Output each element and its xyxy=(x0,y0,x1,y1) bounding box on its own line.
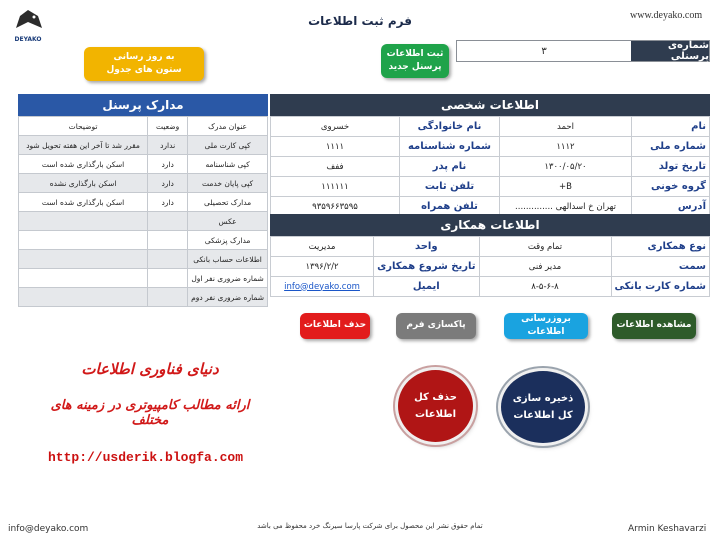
documents-row xyxy=(19,174,268,193)
document-desc[interactable]: اسکن بارگذاری شده است xyxy=(19,193,148,212)
field-label: شماره شناسنامه xyxy=(400,137,500,157)
save-all-line2: کل اطلاعات xyxy=(513,410,573,421)
documents-header: مدارک پرسنل xyxy=(18,94,268,116)
cooperation-info-row xyxy=(271,257,710,277)
cooperation-info-row xyxy=(271,237,710,257)
delete-all-button[interactable] xyxy=(398,370,473,442)
field-label: تلفن همراه xyxy=(400,197,500,217)
documents-row xyxy=(19,136,268,155)
document-name: کپی شناسنامه xyxy=(188,155,268,174)
document-desc[interactable]: مقرر شد تا آخر این هفته تحویل شود xyxy=(19,136,148,155)
personnel-number-label: شماره‌ی پرسنلی xyxy=(631,41,709,61)
documents-row xyxy=(19,155,268,174)
field-value[interactable]: info@deyako.com xyxy=(271,277,374,297)
documents-row xyxy=(19,212,268,231)
new-personnel-button-line2: پرسنل جدید xyxy=(388,62,442,72)
documents-table xyxy=(18,116,268,307)
field-label: تاریخ تولد xyxy=(632,157,710,177)
field-value[interactable]: ۱۳۹۶/۲/۲ xyxy=(271,257,374,277)
field-label: واحد xyxy=(374,237,479,257)
document-desc[interactable] xyxy=(19,269,148,288)
website-text: www.deyako.com xyxy=(630,10,703,21)
document-name: شماره ضروری نفر اول xyxy=(188,269,268,288)
delete-all-line1: حذف کل xyxy=(414,392,457,403)
field-value[interactable]: تهران خ اسدالهی .............. xyxy=(500,197,632,217)
new-personnel-button-line1: ثبت اطلاعات xyxy=(386,48,444,59)
promo-title: دنیای فناوری اطلاعات xyxy=(81,360,219,378)
field-value[interactable]: ۹۳۵۹۶۶۳۵۹۵ xyxy=(271,197,400,217)
documents-row xyxy=(19,250,268,269)
field-value[interactable]: B+ xyxy=(500,177,632,197)
personnel-number-box xyxy=(456,40,710,62)
deyako-logo xyxy=(8,8,48,43)
document-status[interactable] xyxy=(148,269,188,288)
personal-info-row xyxy=(271,117,710,137)
field-label: شماره ملی xyxy=(632,137,710,157)
cooperation-info-row xyxy=(271,277,710,297)
save-all-button[interactable] xyxy=(501,371,585,443)
field-value[interactable]: ۱۳۰۰/۰۵/۲۰ xyxy=(500,157,632,177)
personal-info-row xyxy=(271,177,710,197)
document-desc[interactable]: اسکن بارگذاری نشده xyxy=(19,174,148,193)
field-value[interactable]: تمام وقت xyxy=(479,237,611,257)
document-name: کپی کارت ملی xyxy=(188,136,268,155)
field-label: سمت xyxy=(611,257,710,277)
promo-subtitle: ارائه مطالب کامپیوتری در زمینه های مختلف xyxy=(50,398,250,428)
delete-info-button[interactable]: حذف اطلاعات xyxy=(300,313,370,339)
field-label: تاریخ شروع همکاری xyxy=(374,257,479,277)
document-name: شماره ضروری نفر دوم xyxy=(188,288,268,307)
update-columns-button-line1: به روز رسانی xyxy=(113,51,175,62)
field-value[interactable]: ۸-۵-۶-۸ xyxy=(479,277,611,297)
document-desc[interactable] xyxy=(19,212,148,231)
personal-info-table xyxy=(270,116,710,217)
personnel-number-input[interactable]: ۳ xyxy=(457,41,631,61)
document-status[interactable] xyxy=(148,231,188,250)
field-label: نوع همکاری xyxy=(611,237,710,257)
document-status[interactable]: دارد xyxy=(148,174,188,193)
document-name: عکس xyxy=(188,212,268,231)
field-value[interactable]: احمد xyxy=(500,117,632,137)
document-status[interactable] xyxy=(148,250,188,269)
field-value[interactable]: مدیریت xyxy=(271,237,374,257)
promo-link[interactable]: http://usderik.blogfa.com xyxy=(48,450,244,465)
document-status[interactable]: دارد xyxy=(148,155,188,174)
field-label: شماره کارت بانکی xyxy=(611,277,710,297)
field-label: نام پدر xyxy=(400,157,500,177)
document-desc[interactable] xyxy=(19,250,148,269)
clear-form-button[interactable]: پاکسازی فرم xyxy=(396,313,476,339)
save-all-line1: ذخیره سازی xyxy=(512,393,574,404)
documents-col-name: عنوان مدرک xyxy=(188,117,268,136)
personal-info-row xyxy=(271,157,710,177)
documents-row xyxy=(19,193,268,212)
personal-info-header: اطلاعات شخصی xyxy=(270,94,710,116)
update-info-button[interactable]: بروزرسانی اطلاعات xyxy=(504,313,588,339)
field-label: گروه خونی xyxy=(632,177,710,197)
document-name: مدارک پزشکی xyxy=(188,231,268,250)
logo-text: DEYAKO xyxy=(14,36,42,43)
personal-info-row xyxy=(271,137,710,157)
field-value[interactable]: مدیر فنی xyxy=(479,257,611,277)
field-label: نام xyxy=(632,117,710,137)
document-desc[interactable] xyxy=(19,288,148,307)
field-value[interactable]: ۱۱۱۱ xyxy=(271,137,400,157)
document-name: مدارک تحصیلی xyxy=(188,193,268,212)
field-value[interactable]: ففف xyxy=(271,157,400,177)
cooperation-info-table xyxy=(270,236,710,297)
document-status[interactable]: ندارد xyxy=(148,136,188,155)
view-info-button[interactable]: مشاهده اطلاعات xyxy=(612,313,696,339)
footer-copyright: تمام حقوق نشر این محصول برای شرکت پارسا سیرنگ خرد محفوظ می باشد xyxy=(257,522,483,530)
field-label: نام خانوادگی xyxy=(400,117,500,137)
new-personnel-button[interactable] xyxy=(381,44,449,78)
footer-email: info@deyako.com xyxy=(8,524,89,534)
documents-row xyxy=(19,231,268,250)
documents-col-desc: توضیحات xyxy=(19,117,148,136)
footer-author: Armin Keshavarzi xyxy=(628,524,707,534)
field-label: آدرس xyxy=(632,197,710,217)
document-status[interactable]: دارد xyxy=(148,193,188,212)
field-value[interactable]: خسروی xyxy=(271,117,400,137)
page-title: فرم ثبت اطلاعات xyxy=(308,14,412,28)
document-desc[interactable]: اسکن بارگذاری شده است xyxy=(19,155,148,174)
field-label: تلفن ثابت xyxy=(400,177,500,197)
delete-all-line2: اطلاعات xyxy=(414,409,457,420)
document-name: کپی پایان خدمت xyxy=(188,174,268,193)
field-value[interactable]: ۱۱۱۱۱۱ xyxy=(271,177,400,197)
document-name: اطلاعات حساب بانکی xyxy=(188,250,268,269)
field-label: ایمیل xyxy=(374,277,479,297)
cooperation-info-header: اطلاعات همکاری xyxy=(270,214,710,236)
update-columns-button-line2: ستون های جدول xyxy=(106,65,182,75)
update-columns-button[interactable] xyxy=(84,47,204,81)
documents-row xyxy=(19,288,268,307)
documents-col-status: وضعیت xyxy=(148,117,188,136)
field-value[interactable]: ۱۱۱۲ xyxy=(500,137,632,157)
documents-row xyxy=(19,269,268,288)
document-status[interactable] xyxy=(148,212,188,231)
document-status[interactable] xyxy=(148,288,188,307)
document-desc[interactable] xyxy=(19,231,148,250)
